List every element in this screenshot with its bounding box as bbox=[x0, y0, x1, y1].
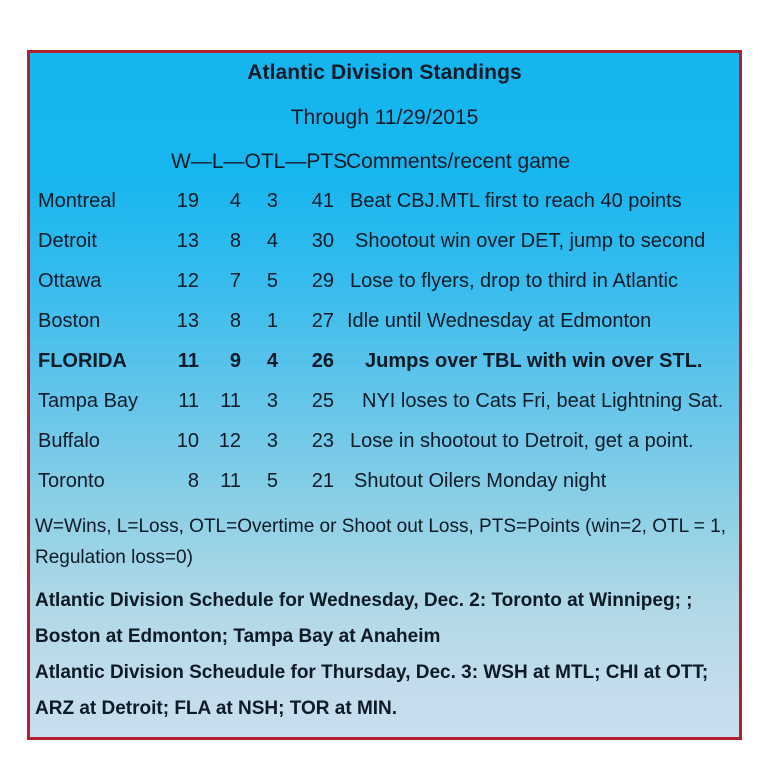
losses-cell: 11 bbox=[220, 470, 241, 492]
standings-table-body bbox=[30, 186, 739, 506]
otl-cell: 5 bbox=[266, 470, 278, 492]
column-header-row bbox=[30, 150, 739, 178]
column-header-comments: Comments/recent game bbox=[346, 150, 571, 173]
points-cell: 41 bbox=[311, 190, 334, 212]
losses-cell: 12 bbox=[218, 430, 241, 452]
points-cell: 26 bbox=[311, 350, 334, 372]
comment-cell: Idle until Wednesday at Edmonton bbox=[347, 310, 652, 332]
card-inner bbox=[30, 53, 739, 737]
team-name-cell: Montreal bbox=[38, 190, 116, 212]
schedule-line: Boston at Edmonton; Tampa Bay at Anaheim bbox=[35, 626, 441, 647]
column-header-stats: W—L—OTL—PTS bbox=[171, 150, 348, 173]
table-row bbox=[30, 466, 739, 506]
losses-cell: 7 bbox=[229, 270, 241, 292]
team-name-cell: Buffalo bbox=[38, 430, 100, 452]
wins-cell: 8 bbox=[187, 470, 199, 492]
table-row bbox=[30, 186, 739, 226]
table-row bbox=[30, 346, 739, 386]
points-cell: 29 bbox=[311, 270, 334, 292]
comment-cell: Beat CBJ.MTL first to reach 40 points bbox=[350, 190, 682, 212]
team-name-cell: Toronto bbox=[38, 470, 105, 492]
comment-cell: Shutout Oilers Monday night bbox=[354, 470, 607, 492]
comment-cell: Shootout win over DET, jump to second bbox=[355, 230, 706, 252]
comment-cell: Jumps over TBL with win over STL. bbox=[365, 350, 703, 372]
table-row bbox=[30, 426, 739, 466]
schedule-line: Atlantic Division Scheudule for Thursday, Dec. 3: WSH at MTL; CHI at OTT; bbox=[35, 662, 709, 683]
losses-cell: 8 bbox=[229, 230, 241, 252]
schedule-line: ARZ at Detroit; FLA at NSH; TOR at MIN. bbox=[35, 698, 398, 719]
otl-cell: 4 bbox=[266, 350, 278, 372]
otl-cell: 4 bbox=[266, 230, 278, 252]
team-name-cell: Detroit bbox=[38, 230, 97, 252]
comment-cell: NYI loses to Cats Fri, beat Lightning Sat. bbox=[362, 390, 724, 412]
losses-cell: 4 bbox=[229, 190, 241, 212]
comment-cell: Lose to flyers, drop to third in Atlantic bbox=[350, 270, 678, 292]
points-cell: 25 bbox=[311, 390, 334, 412]
otl-cell: 1 bbox=[266, 310, 278, 332]
team-name-cell: FLORIDA bbox=[38, 350, 127, 372]
table-row bbox=[30, 266, 739, 306]
team-name-cell: Ottawa bbox=[38, 270, 102, 292]
schedule-block bbox=[35, 583, 731, 727]
wins-cell: 10 bbox=[176, 430, 199, 452]
wins-cell: 13 bbox=[176, 310, 199, 332]
table-row bbox=[30, 386, 739, 426]
page-title: Atlantic Division Standings bbox=[247, 61, 522, 84]
wins-cell: 11 bbox=[177, 350, 199, 372]
footer-notes bbox=[35, 511, 731, 727]
page-subtitle: Through 11/29/2015 bbox=[290, 106, 479, 129]
wins-cell: 13 bbox=[176, 230, 199, 252]
otl-cell: 5 bbox=[266, 270, 278, 292]
team-name-cell: Boston bbox=[38, 310, 101, 332]
points-cell: 27 bbox=[311, 310, 334, 332]
points-cell: 30 bbox=[311, 230, 334, 252]
table-row bbox=[30, 306, 739, 346]
otl-cell: 3 bbox=[266, 430, 278, 452]
table-row bbox=[30, 226, 739, 266]
wins-cell: 11 bbox=[178, 390, 199, 412]
losses-cell: 9 bbox=[229, 350, 241, 372]
standings-card bbox=[27, 50, 742, 740]
otl-cell: 3 bbox=[266, 190, 278, 212]
losses-cell: 8 bbox=[229, 310, 241, 332]
legend-text: W=Wins, L=Loss, OTL=Overtime or Shoot out Loss, PTS=Points (win=2, OTL = 1, Regulation loss=0) bbox=[35, 516, 726, 568]
schedule-line: Atlantic Division Schedule for Wednesday, Dec. 2: Toronto at Winnipeg; ; bbox=[35, 590, 693, 611]
points-cell: 21 bbox=[311, 470, 334, 492]
otl-cell: 3 bbox=[266, 390, 278, 412]
comment-cell: Lose in shootout to Detroit, get a point. bbox=[350, 430, 694, 452]
points-cell: 23 bbox=[311, 430, 334, 452]
wins-cell: 12 bbox=[176, 270, 199, 292]
team-name-cell: Tampa Bay bbox=[38, 390, 139, 412]
losses-cell: 11 bbox=[220, 390, 241, 412]
wins-cell: 19 bbox=[176, 190, 199, 212]
